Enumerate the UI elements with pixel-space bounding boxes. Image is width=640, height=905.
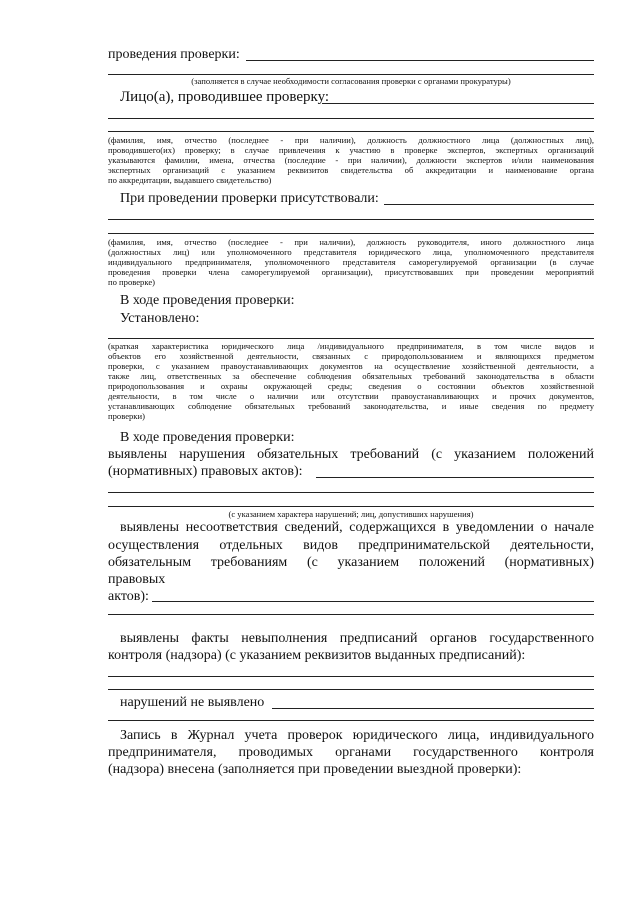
violations-note: (с указанием характера нарушений; лиц, допустивших нарушения) <box>228 509 474 519</box>
mismatch-line: выявлены несоответствия сведений, содержащихся в уведомлении о начале <box>120 520 594 535</box>
no-violations-label: нарушений не выявлено <box>120 695 265 710</box>
fill-line <box>246 60 594 61</box>
orders-line: выявлены факты невыполнения предписаний органов государственного <box>120 631 594 646</box>
violations-line: (нормативных) правовых актов): <box>108 464 303 479</box>
established-note-line: (краткая характеристика юридического лица /индивидуального предпринимателя, в том числе видов и <box>108 341 594 351</box>
fill-line <box>108 233 594 234</box>
fill-line <box>108 219 594 220</box>
present-note-line: индивидуального предпринимателя, уполномоченного представителя саморегулируемой организации (в случае <box>108 257 594 267</box>
fill-line <box>108 118 594 119</box>
established-note-line: природопользования и охраны окружающей среды; сведения о состоянии объектов хозяйственной <box>108 381 594 391</box>
mismatch-line: осуществления отдельных видов предпринимательской деятельности, <box>108 538 594 553</box>
journal-line: Запись в Журнал учета проверок юридического лица, индивидуального <box>120 728 594 743</box>
present-note-line: (фамилия, имя, отчество (последнее - при наличии), должность руководителя, иного должностного лица <box>108 237 594 247</box>
orders-line: контроля (надзора) (с указанием реквизитов выданных предписаний): <box>108 648 526 663</box>
fill-line <box>108 614 594 615</box>
fill-line <box>108 506 594 507</box>
inspector-label: Лицо(а), проводившее проверку: <box>120 89 330 105</box>
established-note-line: проверки, с указанием правоустанавливающих документов на осуществление хозяйственной деятельности, а <box>108 361 594 371</box>
established-note-line: также лиц, ответственных за обеспечение соблюдения обязательных требований законодательства в области <box>108 371 594 381</box>
present-note-line: (должностных лиц) или уполномоченного представителя юридического лица, уполномоченного представителя <box>108 247 594 257</box>
inspector-note-line: (фамилия, имя, отчество (последнее - при наличии), должность должностного лица (должностных лиц), <box>108 135 594 145</box>
established-note-line: объектов его хозяйственной деятельности, связанных с природопользованием и являющихся предметом <box>108 351 594 361</box>
violations-line: выявлены нарушения обязательных требований (с указанием положений <box>108 447 594 462</box>
present-label: При проведении проверки присутствовали: <box>120 191 379 206</box>
approval-label: проведения проверки: <box>108 47 240 62</box>
fill-line <box>316 477 594 478</box>
violations-heading: В ходе проведения проверки: <box>120 430 295 445</box>
inspector-note-line: экспертных организаций с указанием реквизитов свидетельства об аккредитации и наименование органа <box>108 165 594 175</box>
approval-note: (заполняется в случае необходимости согласования проверки с органами прокуратуры) <box>191 76 511 86</box>
present-note-line: проведения проверки члена саморегулируемой организации), присутствовавших при проведении мероприятий <box>108 267 594 277</box>
mismatch-line: актов): <box>108 589 149 604</box>
fill-line <box>108 676 594 677</box>
fill-line <box>108 74 594 75</box>
inspector-note-line: указываются фамилии, имена, отчества (последние - при наличии), должности экспертов и/или наименования <box>108 155 594 165</box>
fill-line <box>108 689 594 690</box>
established-note-line: деятельности, в том числе о наличии или отсутствии правоустанавливающих и прочих документов, <box>108 391 594 401</box>
fill-line <box>322 103 594 104</box>
inspector-note-line: по аккредитации, выдавшего свидетельство) <box>108 175 272 185</box>
established-subheading: Установлено: <box>120 311 200 326</box>
journal-line: (надзора) внесена (заполняется при проведении выездной проверки): <box>108 762 522 777</box>
fill-line <box>108 492 594 493</box>
fill-line <box>108 338 594 339</box>
fill-line <box>152 601 594 602</box>
fill-line <box>108 131 594 132</box>
fill-line <box>384 204 594 205</box>
established-heading: В ходе проведения проверки: <box>120 293 295 308</box>
journal-line: предпринимателя, проводимых органами государственного контроля <box>108 745 594 760</box>
present-note-line: по проверке) <box>108 277 155 287</box>
mismatch-line: правовых <box>108 572 166 587</box>
established-note-line: проверки) <box>108 411 145 421</box>
inspector-note-line: проводившего(их) проверку; в случае привлечения к участию в проверке экспертов, экспертных организаций <box>108 145 594 155</box>
fill-line <box>272 708 594 709</box>
mismatch-line: обязательным требованиям (с указанием положений (нормативных) <box>108 555 594 570</box>
established-note-line: устанавливающих соблюдение обязательных требований законодательства, и иные сведения по предмету <box>108 401 594 411</box>
fill-line <box>108 720 594 721</box>
